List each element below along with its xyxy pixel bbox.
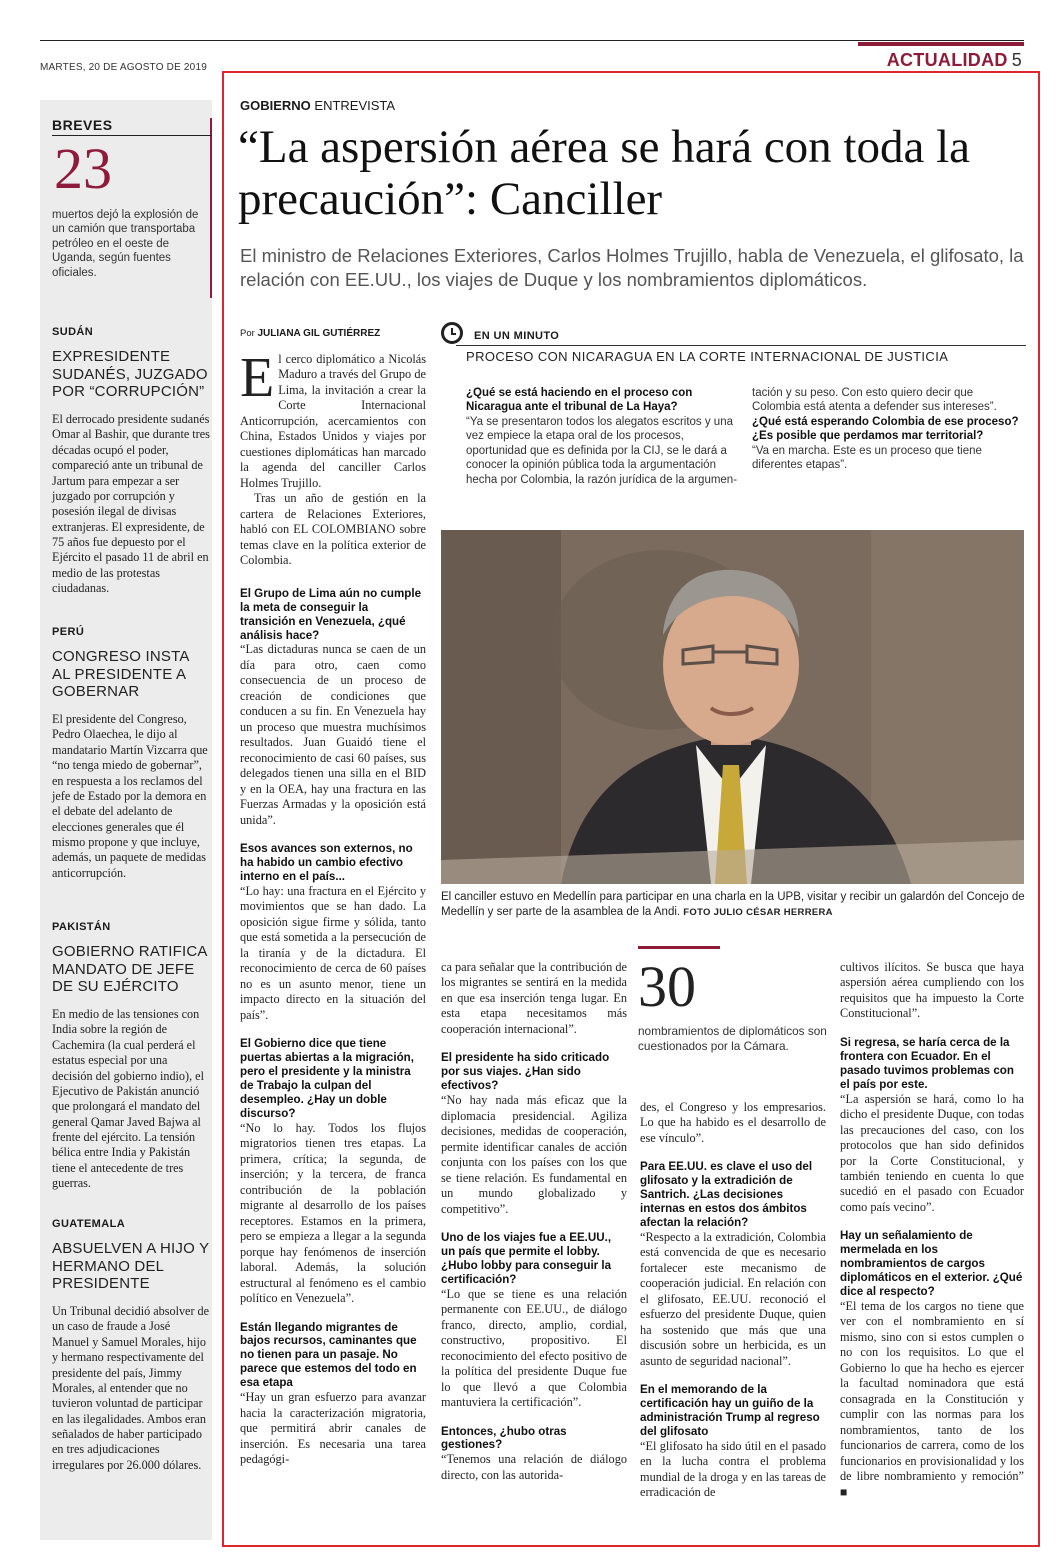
interview-question: El Gobierno dice que tiene puertas abiertas a la migración, pero el presidente y la ministra de Trabajo la culpan del desempleo. ¿Hay un doble discurso?: [240, 1037, 414, 1120]
interview-answer: “Lo que se tiene es una relación permanente con EE.UU., de diálogo franco, directo, amplio, cordial, constructivo, propositivo. El reconocimiento del efecto positivo de la política del presidente Duque fue lo que llevó a que Colombia mantuviera la certificación”.: [441, 1286, 627, 1410]
interview-answer: “El glifosato ha sido útil en el pasado en la lucha contra el problema mundial de la droga y en las tareas de erradicación de: [640, 1438, 826, 1500]
author-name: JULIANA GIL GUTIÉRREZ: [257, 328, 381, 339]
briefs-big-text: muertos dejó la explosión de un camión que transportaba petróleo en el oeste de Uganda, según fuentes oficiales.: [52, 209, 199, 279]
byline: Por JULIANA GIL GUTIÉRREZ: [240, 328, 381, 339]
interview-answer: “El tema de los cargos no tiene que ver con el nombramiento en sí mismo, sino con si estos cumplen o no con los requisitos. Lo que el Gobierno lo que ha hecho es ejercer la facultad nominadora que está consagrada en la Constitución y cumplir con las normas para los nombramientos, tanto de los funcionarios de carrera, como de los funcionarios en provisionalidad y los de libre nombramiento y remoción” ■: [840, 1298, 1024, 1499]
minute-label: EN UN MINUTO: [474, 330, 560, 342]
brief-body: Un Tribunal decidió absolver de un caso de fraude a José Manuel y Samuel Morales, hijo y hermano respectivamente del presidente del país, Jimmy Morales, al entender que no tuvieron voluntad de participar en las ilegalidades. Ambos eran señalados de haber participado en tres adjudicaciones irregulares por 26.000 dólares.: [52, 1304, 210, 1472]
minute-answer: “Ya se presentaron todos los alegatos escritos y una vez empiece la etapa oral de los procesos, oportunidad que es definida por la CIJ, se le dará a conocer la opinión pública toda la argumentación hecha por Colombia, la razón jurídica de la argumen-: [466, 415, 738, 486]
brief-kicker: PAKISTÁN: [52, 921, 111, 933]
interview-question: Están llegando migrantes de bajos recursos, caminantes que no tienen para un pasaje. No parece que estemos del todo en esa etapa: [240, 1320, 417, 1390]
interview-question: Hay un señalamiento de mermelada en los nombramientos de cargos diplomáticos en el exterior. ¿Qué dice al respecto?: [840, 1229, 1023, 1299]
interview-question: El Grupo de Lima aún no cumple la meta de conseguir la transición en Venezuela, ¿qué análisis hace?: [240, 586, 422, 642]
article-column-4: [840, 960, 1024, 1500]
brief-body: El derrocado presidente sudanés Omar al Bashir, que durante tres décadas ocupó el poder, compareció ante un tribunal de Jartum para empezar a ser juzgado por corrupción y posesión ilegal de divisas extranjeras. El expresidente, de 75 años fue depuesto por el Ejército el pasado 11 de abril en medio de las protestas ciudadanas.: [52, 412, 210, 596]
article-column-3: [640, 1100, 826, 1501]
article-column-1: [240, 347, 426, 1468]
brief-headline: EXPRESIDENTE SUDANÉS, JUZGADO POR “CORRUPCIÓN”: [52, 348, 208, 401]
article-column-2: [441, 960, 627, 1483]
photo-illustration: [441, 530, 1024, 884]
drop-cap: E: [240, 347, 275, 409]
brief-body: En medio de las tensiones con India sobre la región de Cachemira (la cual perderá el estatus especial por una decisión del gobierno indio), el Ejecutivo de Pakistán anunció que prolongará el mandato del general Qamar Javed Bajwa al frente del ejército. La tensión bélica entre India y Pakistán tiene el antecedente de tres guerras.: [52, 1007, 204, 1191]
minute-answer: “Va en marcha. Este es un proceso que tiene diferentes etapas”.: [752, 444, 982, 472]
page-number: 5: [1011, 50, 1022, 70]
interview-answer: “Las dictaduras nunca se caen de un día para otro, caen como consecuencia de un proceso de creación de condiciones que conducen a su fin. En Venezuela hay un proceso que muestra muchísimos resultados. Juan Guaidó tiene el reconocimiento de casi 60 países, sus delegados tienen una silla en el BID y en la OEA, hay una fractura en las Fuerzas Armadas y la oposición está unida”.: [240, 642, 426, 827]
brief-peru: [52, 626, 210, 881]
photo-caption: El canciller estuvo en Medellín para participar en una charla en la UPB, visitar y recibir un galardón del Concejo de Medellín y ser parte de la asamblea de la Andi. FOTO JULIO CÉSAR HERRERA: [441, 891, 1025, 918]
stat-rule: [638, 946, 720, 949]
briefs-title: BREVES: [52, 117, 113, 133]
minute-column-2: [752, 386, 1024, 473]
stat-text: nombramientos de diplomáticos son cuestionados por la Cámara.: [638, 1024, 827, 1053]
interview-answer: “No hay nada más eficaz que la diplomacia presidencial. Agiliza decisiones, medidas de cooperación, permite identificar canales de acción conjunta con los países con los que se tiene relación. Es fundamental en un mundo globalizado y competitivo”.: [441, 1093, 627, 1216]
minute-question: ¿Qué está esperando Colombia de ese proceso? ¿Es posible que perdamos mar territorial?: [752, 415, 1019, 443]
clock-icon: [441, 322, 463, 344]
briefs-big-number: 23: [54, 136, 112, 201]
issue-date: MARTES, 20 DE AGOSTO DE 2019: [40, 62, 207, 73]
photo-credit: FOTO JULIO CÉSAR HERRERA: [683, 906, 833, 918]
article-lede: l cerco diplomático a Nicolás Maduro a través del Grupo de Lima, la invitación a crear la Corte Internacional Anticorrupción, acercamientos con China, Estados Unidos y viajes por cuestiones diplomáticas han marcado la agenda del canciller Carlos Holmes Trujillo.: [240, 352, 426, 490]
brief-sudan: [52, 326, 210, 597]
minute-answer: tación y su peso. Con esto quiero decir que Colombia está atenta a defender sus intereses”.: [752, 387, 997, 414]
brief-kicker: PERÚ: [52, 626, 85, 638]
interview-answer: “Respecto a la extradición, Colombia está convencida de que es necesario fortalecer este mecanismo de cooperación judicial. En relación con el glifosato, EE.UU. reconoció el esfuerzo del presidente Duque, quien ha sostenido que más que una discusión sobre un herbicida, es un asunto de seguridad nacional”.: [640, 1229, 826, 1368]
brief-headline: CONGRESO INSTA AL PRESIDENTE A GOBERNAR: [52, 648, 189, 701]
interview-answer: “Lo hay: una fractura en el Ejército y movimientos que se han dado. La oposición sigue firme y sólida, tanto que está sometida a la persecución de la tiranía y de la dictadura. El reconocimiento de cerca de 60 países no es un asunto menor, tiene un impacto directo en la situación del país”.: [240, 883, 426, 1022]
briefs-rule: [210, 118, 212, 298]
minute-column-1: [466, 386, 738, 487]
interview-question: El presidente ha sido criticado por sus viajes. ¿Han sido efectivos?: [441, 1051, 610, 1093]
minute-question: ¿Qué se está haciendo en el proceso con Nicaragua ante el tribunal de La Haya?: [466, 387, 693, 414]
interview-answer: des, el Congreso y los empresarios. Lo que ha habido es el desarrollo de ese vínculo”.: [640, 1100, 826, 1145]
canciller-photo: [441, 530, 1024, 884]
interview-question: Entonces, ¿hubo otras gestiones?: [441, 1424, 567, 1452]
interview-answer: cultivos ilícitos. Se busca que haya aspersión aérea cumpliendo con los requisitos que ha impuesto la Corte Constitucional”.: [840, 960, 1024, 1021]
article-headline: “La aspersión aérea se hará con toda la precaución”: Canciller: [238, 121, 971, 225]
interview-answer: “No lo hay. Todos los flujos migratorios tienen tres etapas. La primera, crítica; la segunda, de inserción; y la tercera, de franca contribución de la población migrante al desarrollo de los países receptores. Estamos en la primera, pero se empieza a llegar a la segunda porque hay fenómenos de inserción laboral. Además, la solución estructural al fenómeno es el cambio político en Venezuela”.: [240, 1120, 426, 1306]
stat-number: 30: [638, 954, 696, 1019]
interview-question: Uno de los viajes fue a EE.UU., un país que permite el lobby. ¿Hubo lobby para conseguir la certificación?: [441, 1231, 612, 1286]
interview-answer: “Hay un gran esfuerzo para avanzar hacia la caracterización migratoria, que permitirá abrir canales de inserción. Es necesaria una tarea pedagógi-: [240, 1390, 426, 1467]
minute-rule: [456, 345, 1026, 346]
brief-pakistan: [52, 921, 210, 1192]
brief-kicker: GUATEMALA: [52, 1218, 126, 1230]
interview-question: Si regresa, se haría cerca de la frontera con Ecuador. En el pasado tuvimos problemas con el país por este.: [840, 1035, 1014, 1091]
article-deck: El ministro de Relaciones Exteriores, Carlos Holmes Trujillo, habla de Venezuela, el glifosato, la relación con EE.UU., los viajes de Duque y los nombramientos diplomáticos.: [240, 245, 1024, 291]
article-kicker: GOBIERNO ENTREVISTA: [240, 98, 396, 113]
interview-question: En el memorando de la certificación hay un guiño de la administración Trump al regreso del glifosato: [640, 1383, 820, 1439]
brief-body: El presidente del Congreso, Pedro Olaechea, le dijo al mandatario Martín Vizcarra que “no tenga miedo de gobernar”, en respuesta a los reclamos del jefe de Estado por la demora en el debate del adelanto de elecciones generales que él mismo propone y que incluye, además, un paquete de medidas anticorrupción.: [52, 712, 208, 880]
minute-title: PROCESO CON NICARAGUA EN LA CORTE INTERNACIONAL DE JUSTICIA: [466, 349, 949, 364]
interview-answer: “Tenemos una relación de diálogo directo, con las autorida-: [441, 1452, 627, 1482]
brief-kicker: SUDÁN: [52, 326, 94, 338]
interview-question: Para EE.UU. es clave el uso del glifosato y la extradición de Santrich. ¿Las decisiones internas en estos dos ámbitos afectan la relación?: [640, 1160, 813, 1230]
section-title: ACTUALIDAD 5: [886, 50, 1022, 70]
brief-headline: GOBIERNO RATIFICA MANDATO DE JEFE DE SU EJÉRCITO: [52, 943, 207, 996]
interview-question: Esos avances son externos, no ha habido un cambio efectivo interno en el país...: [240, 842, 413, 884]
brief-guatemala: [52, 1218, 210, 1473]
brief-headline: ABSUELVEN A HIJO Y HERMANO DEL PRESIDENTE: [52, 1240, 210, 1293]
section-bar: [858, 42, 1024, 46]
interview-answer: ca para señalar que la contribución de los migrantes se sentirá en la medida en que esa inserción tenga lugar. En esta etapa necesitamos más cooperación internacional”.: [441, 960, 627, 1036]
top-rule: [40, 40, 1024, 41]
article-paragraph: Tras un año de gestión en la cartera de Relaciones Exteriores, habló con EL COLOMBIANO sobre temas clave en la política exterior de Colombia.: [240, 491, 426, 568]
interview-answer: “La aspersión se hará, como lo ha dicho el presidente Duque, con todas las precauciones del caso, con los protocolos que han sido definidos por la Corte Constitucional, y también teniendo en cuenta lo que sucedió en el pasado con Ecuador como país vecino”.: [840, 1091, 1024, 1214]
